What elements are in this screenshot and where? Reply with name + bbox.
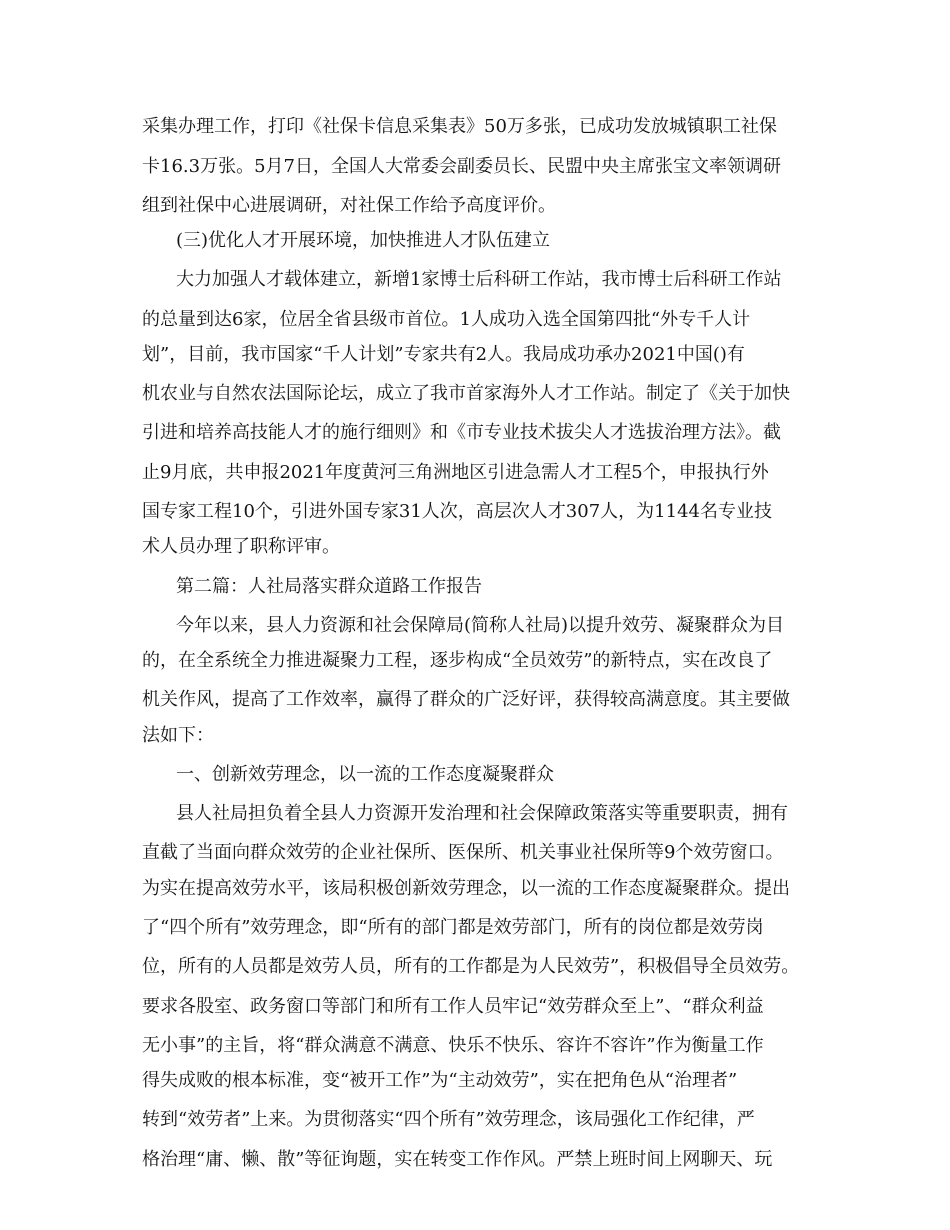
text-line: 机农业与自然农法国际论坛，成立了我市首家海外人才工作站。制定了《关于加快 bbox=[142, 383, 790, 404]
text-line: 引进和培养高技能人才的施行细则》和《市专业技术拔尖人才选拔治理方法》。截 bbox=[142, 422, 781, 443]
text-line: 转到“效劳者”上来。为贯彻落实“四个所有”效劳理念，该局强化工作纪律，严 bbox=[142, 1109, 755, 1130]
text-line: 得失成败的根本标准，变“被开工作”为“主动效劳”，实在把角色从“治理者” bbox=[142, 1070, 738, 1091]
text-line: 的总量到达6家，位居全省县级市首位。1人成功入选全国第四批“外专千人计 bbox=[142, 309, 751, 330]
text-line: 位，所有的人员都是效劳人员，所有的工作都是为人民效劳”，积极倡导全员效劳。 bbox=[142, 956, 800, 977]
text-line: 的，在全系统全力推进凝聚力工程，逐步构成“全员效劳”的新特点，实在改良了 bbox=[142, 650, 773, 671]
text-line: 法如下： bbox=[142, 725, 214, 746]
text-line: 无小事”的主旨，将“群众满意不满意、快乐不快乐、容许不容许”作为衡量工作 bbox=[142, 1035, 764, 1056]
text-line: 卡16.3万张。5月7日，全国人大常委会副委员长、民盟中央主席张宝文率领调研 bbox=[142, 156, 781, 177]
text-line: 县人社局担负着全县人力资源开发治理和社会保障政策落实等重要职责，拥有 bbox=[176, 803, 788, 824]
text-line: 划”，目前，我市国家“千人计划”专家共有2人。我局成功承办2021中国()有 bbox=[142, 344, 745, 365]
text-line: 止9月底，共申报2021年度黄河三角洲地区引进急需人才工程5个，申报执行外 bbox=[142, 462, 769, 483]
text-line: 要求各股室、政务窗口等部门和所有工作人员牢记“效劳群众至上”、“群众利益 bbox=[142, 996, 764, 1017]
text-line: 为实在提高效劳水平，该局积极创新效劳理念，以一流的工作态度凝聚群众。提出 bbox=[142, 878, 790, 899]
section-heading: 一、创新效劳理念，以一流的工作态度凝聚群众 bbox=[176, 764, 554, 785]
section-heading: 第二篇：人社局落实群众道路工作报告 bbox=[176, 576, 482, 597]
text-line: 格治理“庸、懒、散”等征询题，实在转变工作作风。严禁上班时间上网聊天、玩 bbox=[142, 1149, 773, 1170]
text-line: 采集办理工作，打印《社保卡信息采集表》50万多张，已成功发放城镇职工社保 bbox=[142, 116, 777, 137]
text-line: 了“四个所有”效劳理念，即“所有的部门都是效劳部门，所有的岗位都是效劳岗 bbox=[142, 917, 764, 938]
text-line: 直截了当面向群众效劳的企业社保所、医保所、机关事业社保所等9个效劳窗口。 bbox=[142, 842, 784, 863]
text-line: 大力加强人才载体建立，新增1家博士后科研工作站，我市博士后科研工作站 bbox=[176, 269, 782, 290]
text-line: 机关作风，提高了工作效率，赢得了群众的广泛好评，获得较高满意度。其主要做 bbox=[142, 689, 790, 710]
text-line: 术人员办理了职称评审。 bbox=[142, 536, 340, 557]
text-line: 组到社保中心进展调研，对社保工作给予高度评价。 bbox=[142, 195, 556, 216]
text-line: 国专家工程10个，引进外国专家31人次，高层次人才307人，为1144名专业技 bbox=[142, 501, 772, 522]
section-heading: (三)优化人才开展环境，加快推进人才队伍建立 bbox=[176, 230, 551, 251]
text-line: 今年以来，县人力资源和社会保障局(简称人社局)以提升效劳、凝聚群众为目 bbox=[176, 615, 785, 636]
